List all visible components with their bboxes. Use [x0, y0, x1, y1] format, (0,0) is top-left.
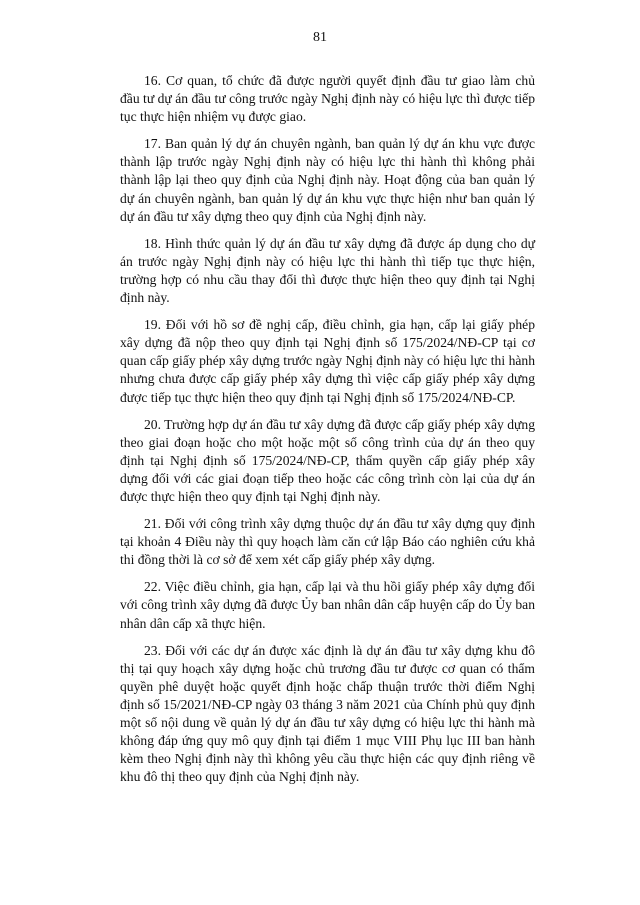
page-number: 81 — [313, 30, 327, 45]
paragraph-16: 16. Cơ quan, tổ chức đã được người quyết định đầu tư giao làm chủ đầu tư dự án đầu tư công trước ngày Nghị định này có hiệu lực thì được tiếp tục thực hiện nhiệm vụ được giao. — [120, 73, 535, 125]
paragraph-18: 18. Hình thức quản lý dự án đầu tư xây dựng đã được áp dụng cho dự án trước ngày Nghị định này có hiệu lực thi hành thì tiếp tục thực hiện, trường hợp có nhu cầu thay đổi thì được thực hiện theo quy định tại Nghị định này. — [120, 235, 535, 306]
paragraph-19: 19. Đối với hồ sơ đề nghị cấp, điều chỉnh, gia hạn, cấp lại giấy phép xây dựng đã nộp theo quy định tại Nghị định số 175/2024/NĐ-CP tại cơ quan cấp giấy phép xây dựng trước ngày Nghị định này có hiệu lực thi hành nhưng chưa được cấp giấy phép xây dựng thì việc cấp giấy phép xây dựng được tiếp tục thực hiện theo quy định tại Nghị định số 175/2024/NĐ-CP. — [120, 317, 535, 405]
paragraph-20: 20. Trường hợp dự án đầu tư xây dựng đã được cấp giấy phép xây dựng theo giai đoạn hoặc cho một hoặc một số công trình của dự án theo quy định tại Nghị định số 175/2024/NĐ-CP, thẩm quyền cấp giấy phép xây dựng đối với các giai đoạn tiếp theo hoặc các công trình còn lại của dự án được thực hiện theo quy định tại Nghị định này. — [120, 416, 535, 504]
paragraph-23: 23. Đối với các dự án được xác định là dự án đầu tư xây dựng khu đô thị tại quy hoạch xây dựng hoặc chủ trương đầu tư được cơ quan có thẩm quyền phê duyệt hoặc quyết định hoặc chấp thuận trước thời điểm Nghị định số 15/2021/NĐ-CP ngày 03 tháng 3 năm 2021 của Chính phủ quy định một số nội dung về quản lý dự án đầu tư xây dựng có hiệu lực thi hành mà không đáp ứng quy mô quy định tại điểm 1 mục VIII Phụ lục III ban hành kèm theo Nghị định này thì không yêu cầu thực hiện các quy định riêng về khu đô thị theo quy định của Nghị định này. — [120, 642, 535, 785]
paragraph-22: 22. Việc điều chỉnh, gia hạn, cấp lại và thu hồi giấy phép xây dựng đối với công trình xây dựng đã được Ủy ban nhân dân cấp huyện cấp do Ủy ban nhân dân cấp xã thực hiện. — [120, 579, 535, 631]
paragraph-17: 17. Ban quản lý dự án chuyên ngành, ban quản lý dự án khu vực được thành lập trước ngày Nghị định này có hiệu lực thi hành thì không phải thành lập lại theo quy định của Nghị định này. Hoạt động của ban quản lý dự án chuyên ngành, ban quản lý dự án khu vực thực hiện như ban quản lý dự án đầu tư xây dựng theo quy định của Nghị định này. — [120, 136, 535, 224]
document-body — [120, 72, 535, 795]
paragraph-21: 21. Đối với công trình xây dựng thuộc dự án đầu tư xây dựng quy định tại khoản 4 Điều này thì quy hoạch làm căn cứ lập Báo cáo nghiên cứu khả thi đồng thời là cơ sở để xem xét cấp giấy phép xây dựng. — [120, 516, 535, 568]
